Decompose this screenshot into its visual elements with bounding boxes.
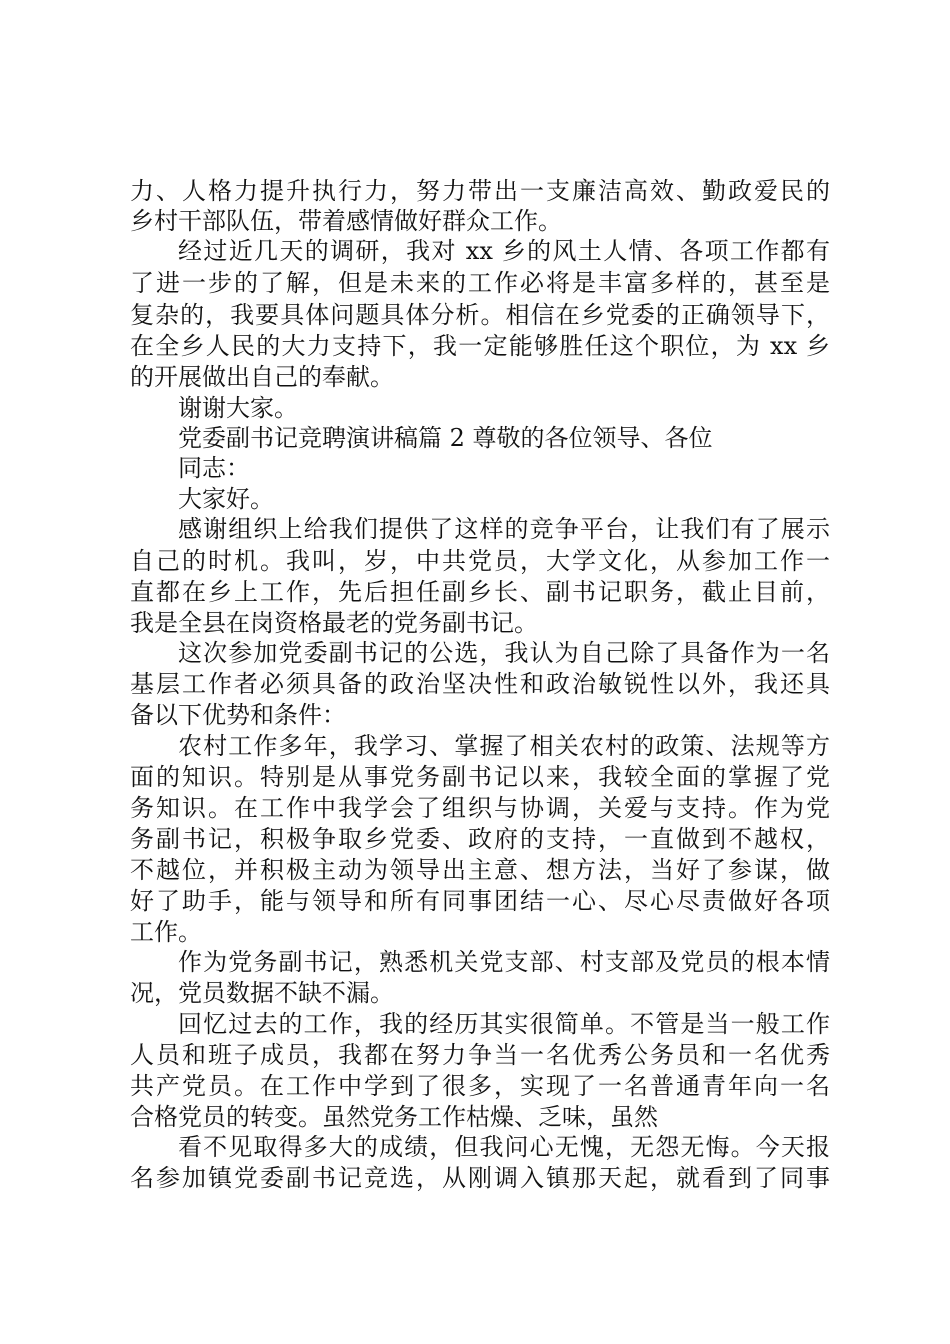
text-line: 工作。 — [130, 918, 202, 946]
paragraph-first-line: 农村工作多年，我学习、掌握了相关农村的政策、法规等方 — [178, 732, 830, 760]
paragraph-first-line: 谢谢大家。 — [178, 394, 298, 422]
text-line: 面的知识。特别是从事党务副书记以来，我较全面的掌握了党 — [130, 763, 830, 791]
paragraph-first-line: 作为党务副书记，熟悉机关党支部、村支部及党员的根本情 — [178, 948, 830, 976]
text-line: 不越位，并积极主动为领导出主意、想方法，当好了参谋，做 — [130, 856, 830, 884]
paragraph-first-line: 经过近几天的调研，我对 xx 乡的风土人情、各项工作都有 — [178, 237, 830, 265]
paragraph-first-line: 同志： — [178, 454, 250, 482]
section-heading: 党委副书记竞聘演讲稿篇 2 尊敬的各位领导、各位 — [178, 424, 713, 452]
text-line: 务副书记，积极争取乡党委、政府的支持，一直做到不越权， — [130, 825, 830, 853]
text-line: 了进一步的了解，但是未来的工作必将是丰富多样的，甚至是 — [130, 269, 830, 297]
text-line: 好了助手，能与领导和所有同事团结一心、尽心尽责做好各项 — [130, 887, 830, 915]
paragraph-first-line: 看不见取得多大的成绩，但我问心无愧，无怨无悔。今天报 — [178, 1133, 830, 1161]
text-line: 共产党员。在工作中学到了很多，实现了一名普通青年向一名 — [130, 1072, 830, 1100]
text-line: 务知识。在工作中我学会了组织与协调，关爱与支持。作为党 — [130, 794, 830, 822]
text-line: 自己的时机。我叫，岁，中共党员，大学文化，从参加工作一 — [130, 547, 830, 575]
paragraph-first-line: 这次参加党委副书记的公选，我认为自己除了具备作为一名 — [178, 639, 830, 667]
text-line: 人员和班子成员，我都在努力争当一名优秀公务员和一名优秀 — [130, 1041, 830, 1069]
text-line: 复杂的，我要具体问题具体分析。相信在乡党委的正确领导下， — [130, 301, 830, 329]
text-line: 力、人格力提升执行力，努力带出一支廉洁高效、勤政爱民的 — [130, 177, 830, 205]
text-line: 直都在乡上工作，先后担任副乡长、副书记职务，截止目前， — [130, 578, 830, 606]
paragraph-first-line: 回忆过去的工作，我的经历其实很简单。不管是当一般工作 — [178, 1010, 830, 1038]
text-line: 合格党员的转变。虽然党务工作枯燥、乏味，虽然 — [130, 1103, 658, 1131]
text-line: 况，党员数据不缺不漏。 — [130, 979, 394, 1007]
text-line: 乡村干部队伍，带着感情做好群众工作。 — [130, 207, 562, 235]
text-line: 基层工作者必须具备的政治坚决性和政治敏锐性以外，我还具 — [130, 670, 830, 698]
text-line: 名参加镇党委副书记竞选，从刚调入镇那天起，就看到了同事 — [130, 1164, 830, 1192]
text-line: 备以下优势和条件： — [130, 701, 346, 729]
text-line: 在全乡人民的大力支持下，我一定能够胜任这个职位，为 xx 乡 — [130, 332, 830, 360]
paragraph-first-line: 大家好。 — [178, 485, 274, 513]
text-line: 我是全县在岗资格最老的党务副书记。 — [130, 609, 538, 637]
text-line: 的开展做出自己的奉献。 — [130, 363, 394, 391]
paragraph-first-line: 感谢组织上给我们提供了这样的竞争平台，让我们有了展示 — [178, 515, 830, 543]
